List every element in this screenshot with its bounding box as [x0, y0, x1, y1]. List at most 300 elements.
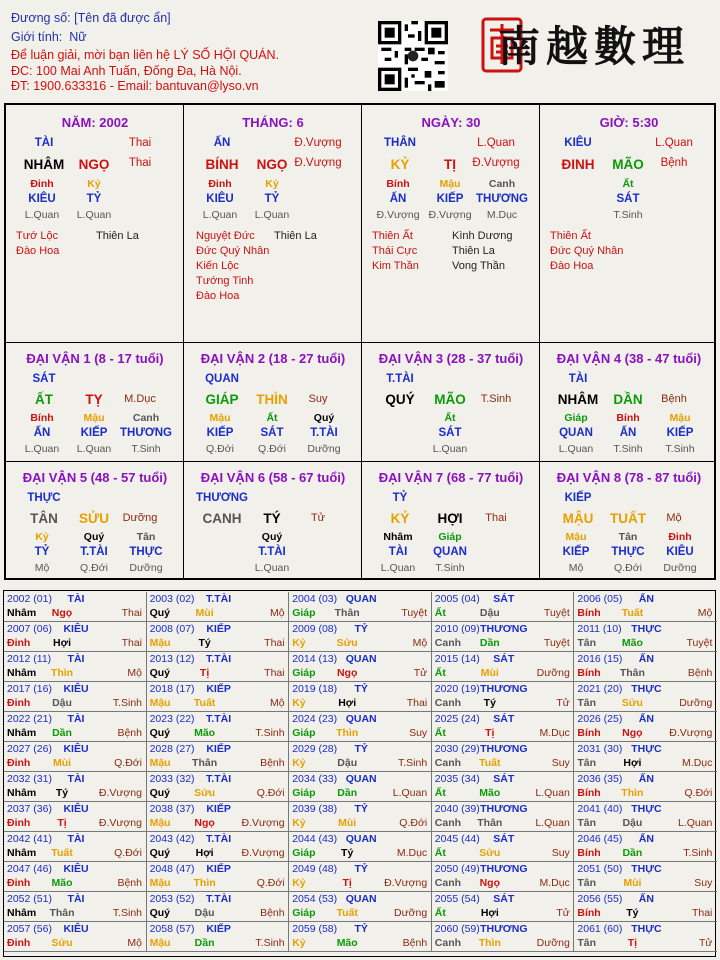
year-phase: Bệnh: [687, 667, 713, 679]
year-cell: [289, 892, 432, 922]
year-label: 2023 (22): [149, 713, 195, 725]
pillar-stem: ĐINH: [561, 157, 595, 172]
year-phase: M.Dục: [539, 877, 570, 889]
year-label: 2025 (24): [434, 713, 480, 725]
year-label: 2018 (17): [149, 683, 195, 695]
dai-van-stem: TÂN: [30, 511, 58, 526]
hidden-star: Dưỡng: [663, 562, 697, 574]
year-branch: Dần: [479, 637, 500, 649]
year-god: TÀI: [67, 713, 85, 725]
year-god: THỰC: [631, 743, 662, 755]
year-label: 2042 (41): [7, 833, 52, 845]
year-stem: Mậu: [149, 937, 171, 949]
year-branch: Tuất: [193, 697, 216, 709]
year-branch: Dậu: [52, 697, 72, 709]
special-star: Thiên La: [96, 230, 139, 242]
year-branch: Thân: [334, 607, 360, 619]
year-phase: M.Dục: [682, 757, 713, 769]
year-god: SÁT: [493, 653, 515, 665]
gender-label: Giới tính:: [11, 29, 63, 44]
hidden-god: ẤN: [33, 427, 51, 439]
dai-van-branch: SỬU: [79, 511, 109, 526]
year-branch: Mùi: [623, 877, 642, 889]
dai-van-god: SÁT: [32, 373, 56, 385]
year-phase: Đ.Vượng: [98, 817, 142, 829]
dai-van-branch-star: Thai: [485, 512, 507, 524]
pillar-branch-star: Bệnh: [660, 157, 688, 169]
pillar-top-star: L.Quan: [655, 137, 693, 149]
year-stem: Đinh: [7, 817, 31, 829]
dai-van-title: ĐẠI VẬN 1 (8 - 17 tuổi): [26, 351, 164, 366]
year-god: THƯƠNG: [480, 683, 528, 695]
hidden-god: T.TÀI: [80, 546, 108, 558]
year-god: T.TÀI: [206, 773, 232, 785]
year-cell: [574, 652, 717, 682]
year-branch: Ngọ: [336, 667, 358, 679]
year-cell: [147, 892, 290, 922]
year-stem: Bính: [577, 907, 601, 919]
year-label: 2027 (26): [7, 743, 52, 755]
year-label: 2060 (59): [434, 923, 480, 935]
year-god: THƯƠNG: [480, 623, 528, 635]
dai-van-god: THỰC: [27, 492, 61, 504]
dai-van-title: ĐẠI VẬN 6 (58 - 67 tuổi): [200, 470, 346, 485]
pillar-branch-star: Đ.Vượng: [472, 157, 520, 169]
special-star: Đức Quý Nhân: [196, 245, 270, 257]
year-label: 2045 (44): [434, 833, 480, 845]
year-cell: [4, 652, 147, 682]
year-god: KIẾP: [206, 623, 231, 635]
year-label: 2024 (23): [292, 713, 338, 725]
dai-van-stem: ẤT: [35, 392, 53, 407]
hidden-stem: Giáp: [438, 531, 462, 543]
year-phase: Bệnh: [260, 907, 285, 919]
year-label: 2038 (37): [149, 803, 195, 815]
year-branch: Sửu: [479, 847, 501, 859]
pillar-branch-star: Thai: [128, 157, 152, 169]
year-branch: Tý: [341, 847, 354, 859]
year-phase: Thai: [121, 607, 142, 619]
year-phase: Suy: [551, 757, 570, 769]
year-phase: Q.Đới: [684, 787, 713, 799]
hidden-star: L.Quan: [76, 443, 112, 455]
year-stem: Canh: [434, 637, 462, 649]
hidden-stem: Tân: [136, 531, 156, 543]
year-god: KIÊU: [63, 743, 89, 755]
year-phase: L.Quan: [677, 817, 713, 829]
year-cell: [289, 922, 432, 952]
year-cell: [4, 832, 147, 862]
year-phase: Đ.Vượng: [241, 817, 285, 829]
year-cell: [147, 862, 290, 892]
dai-van-title: ĐẠI VẬN 8 (78 - 87 tuổi): [556, 470, 702, 485]
hidden-star: Đ.Vượng: [376, 209, 420, 221]
dai-van-title: ĐẠI VẬN 2 (18 - 27 tuổi): [200, 351, 346, 366]
year-branch: Ngọ: [194, 817, 215, 829]
year-label: 2019 (18): [292, 683, 338, 695]
year-branch: Thìn: [621, 787, 644, 799]
dai-van-title: ĐẠI VẬN 4 (38 - 47 tuổi): [556, 351, 702, 366]
chart-grid: [4, 103, 716, 580]
year-stem: Ất: [434, 607, 446, 619]
year-phase: Tuyệt: [543, 637, 570, 649]
special-star: Kiến Lộc: [196, 260, 239, 272]
year-label: 2029 (28): [292, 743, 338, 755]
year-god: TÀI: [67, 833, 85, 845]
year-phase: Đ.Vượng: [669, 727, 713, 739]
hidden-stem: Bính: [386, 178, 410, 190]
year-branch: Dần: [52, 727, 72, 739]
year-label: 2046 (45): [577, 833, 623, 845]
year-cell: [432, 742, 575, 772]
hidden-god: TỶ: [264, 193, 280, 205]
year-branch: Thân: [477, 817, 503, 829]
hidden-stem: Quý: [83, 531, 105, 543]
year-label: 2051 (50): [577, 863, 623, 875]
year-cell: [289, 742, 432, 772]
year-cell: [4, 682, 147, 712]
year-stem: Giáp: [292, 907, 316, 919]
year-branch: Thân: [192, 757, 218, 769]
year-label: 2009 (08): [292, 623, 338, 635]
pillar-top-star: L.Quan: [477, 137, 515, 149]
year-cell: [289, 862, 432, 892]
hidden-stem: Kỷ: [87, 178, 101, 190]
hidden-star: Mộ: [568, 562, 584, 574]
year-stem: Mậu: [149, 757, 171, 769]
year-phase: Q.Đới: [114, 757, 142, 769]
pillar-top-god: TÀI: [34, 137, 54, 149]
year-god: THƯƠNG: [480, 923, 528, 935]
year-cell: [289, 592, 432, 622]
year-branch: Mão: [194, 727, 216, 739]
hidden-stem: Nhâm: [383, 531, 413, 543]
year-god: ẤN: [638, 653, 654, 665]
special-star: Đào Hoa: [16, 245, 60, 257]
year-branch: Thìn: [50, 667, 74, 679]
year-stem: Giáp: [292, 607, 316, 619]
pillar-branch: TỊ: [444, 157, 456, 172]
year-stem: Ất: [434, 727, 446, 739]
dai-van-branch-star: Tử: [310, 512, 326, 524]
year-cell: [432, 622, 575, 652]
year-label: 2033 (32): [149, 773, 195, 785]
hidden-star: L.Quan: [76, 209, 112, 221]
year-god: QUAN: [345, 773, 377, 785]
year-stem: Giáp: [292, 787, 316, 799]
year-branch: Tý: [483, 697, 496, 709]
pillar-top-star: Đ.Vượng: [294, 137, 342, 149]
year-branch: Ngọ: [622, 727, 643, 739]
dai-van-god: THƯƠNG: [196, 492, 248, 504]
year-branch: Hợi: [53, 637, 71, 649]
year-phase: Dưỡng: [679, 697, 713, 709]
pillar-branch: NGỌ: [78, 157, 110, 172]
year-stem: Canh: [434, 937, 462, 949]
year-label: 2053 (52): [149, 893, 195, 905]
dai-van-god: TÀI: [568, 373, 588, 385]
year-god: SÁT: [493, 593, 515, 605]
year-branch: Mùi: [52, 757, 72, 769]
year-branch: Mão: [336, 937, 358, 949]
year-label: 2044 (43): [292, 833, 338, 845]
year-phase: Q.Đới: [256, 877, 285, 889]
hidden-star: L.Quan: [24, 443, 60, 455]
year-branch: Mùi: [480, 667, 499, 679]
hidden-god: TÀI: [388, 546, 408, 558]
phone-email-line: ĐT: 1900.633316 - Email: bantuvan@lyso.vn: [11, 79, 259, 93]
year-label: 2028 (27): [149, 743, 195, 755]
year-god: TÀI: [67, 593, 85, 605]
year-phase: T.Sinh: [112, 697, 142, 709]
hidden-star: T.Sinh: [665, 443, 695, 455]
year-stem: Canh: [434, 697, 462, 709]
year-branch: Ngọ: [479, 877, 501, 889]
year-stem: Đinh: [7, 937, 31, 949]
year-stem: Ất: [434, 787, 446, 799]
year-phase: Bệnh: [402, 937, 428, 949]
logo: [478, 12, 718, 78]
year-branch: Thìn: [478, 937, 501, 949]
year-cell: [147, 742, 290, 772]
year-cell: [289, 802, 432, 832]
year-label: 2008 (07): [149, 623, 195, 635]
year-god: KIẾP: [206, 803, 231, 815]
year-stem: Bính: [577, 787, 601, 799]
dai-van-god: KIẾP: [564, 492, 592, 504]
year-phase: Tử: [413, 667, 428, 679]
dai-van-8: [540, 462, 716, 580]
pillar-branch: NGỌ: [256, 157, 288, 172]
hidden-god: SÁT: [438, 427, 462, 439]
year-cell: [574, 922, 717, 952]
year-cell: [574, 712, 717, 742]
year-god: THỰC: [631, 923, 662, 935]
year-cell: [289, 832, 432, 862]
year-god: KIÊU: [63, 803, 89, 815]
year-branch: Dậu: [194, 907, 215, 919]
dai-van-branch: HỢI: [437, 511, 463, 526]
dai-van-branch-star: T.Sinh: [480, 393, 512, 405]
year-phase: Tử: [556, 697, 570, 709]
hidden-stem: Kỷ: [265, 178, 279, 190]
year-label: 2016 (15): [577, 653, 623, 665]
year-phase: Q.Đới: [114, 847, 142, 859]
dai-van-7: [362, 462, 540, 580]
year-stem: Kỷ: [292, 877, 306, 889]
year-god: TỶ: [354, 863, 368, 875]
year-stem: Ất: [434, 907, 446, 919]
year-god: TỶ: [354, 803, 368, 815]
year-cell: [432, 592, 575, 622]
special-star: Đào Hoa: [550, 260, 594, 272]
hidden-god: KIẾP: [666, 427, 694, 439]
year-cell: [432, 802, 575, 832]
year-label: 2052 (51): [7, 893, 52, 905]
hidden-god: KIẾP: [206, 427, 234, 439]
pillar-top-god: ẤN: [213, 137, 231, 149]
year-cell: [432, 772, 575, 802]
year-phase: T.Sinh: [398, 757, 428, 769]
year-stem: Quý: [149, 607, 171, 619]
hidden-stem: Đinh: [668, 531, 692, 543]
year-stem: Nhâm: [7, 667, 37, 679]
year-cell: [289, 622, 432, 652]
year-cell: [574, 802, 717, 832]
year-phase: Tử: [556, 907, 570, 919]
special-star: Kim Thần: [372, 260, 419, 272]
year-stem: Giáp: [292, 667, 316, 679]
hidden-star: T.Sinh: [435, 562, 465, 574]
special-star: Đào Hoa: [196, 290, 240, 302]
hidden-stem: Mậu: [565, 531, 587, 543]
dai-van-branch: DẦN: [613, 392, 643, 407]
dai-van-title: ĐẠI VẬN 3 (28 - 37 tuổi): [378, 351, 524, 366]
hidden-stem: Giáp: [564, 412, 588, 424]
year-stem: Kỷ: [292, 697, 306, 709]
year-cell: [574, 832, 717, 862]
year-cell: [432, 682, 575, 712]
year-branch: Mão: [51, 877, 73, 889]
year-branch: Hợi: [195, 847, 214, 859]
hidden-star: T.Sinh: [131, 443, 161, 455]
year-phase: Suy: [694, 877, 713, 889]
year-branch: Hợi: [480, 907, 499, 919]
year-stem: Quý: [149, 667, 171, 679]
hidden-stem: Canh: [132, 412, 160, 424]
hidden-star: Đ.Vượng: [428, 209, 472, 221]
year-branch: Thìn: [193, 877, 216, 889]
hidden-god: ẤN: [619, 427, 637, 439]
year-stem: Mậu: [149, 817, 171, 829]
year-cell: [147, 682, 290, 712]
dai-van-branch: THÌN: [256, 392, 288, 407]
special-star: Tướng Tinh: [196, 275, 254, 287]
year-stem: Giáp: [292, 847, 316, 859]
year-phase: Tuyệt: [543, 607, 570, 619]
year-branch: Mão: [621, 637, 643, 649]
hidden-star: T.Sinh: [613, 443, 643, 455]
hidden-stem: Quý: [313, 412, 335, 424]
year-god: ẤN: [638, 833, 654, 845]
year-stem: Canh: [434, 877, 462, 889]
hidden-god: KIẾP: [436, 193, 464, 205]
year-god: TÀI: [67, 773, 85, 785]
year-label: 2061 (60): [577, 923, 623, 935]
year-branch: Tuất: [336, 907, 358, 919]
year-cell: [574, 892, 717, 922]
year-branch: Sửu: [336, 637, 358, 649]
year-stem: Bính: [577, 667, 601, 679]
dai-van-6: [184, 462, 362, 580]
year-god: TỶ: [354, 923, 368, 935]
year-cell: [432, 652, 575, 682]
hidden-god: SÁT: [260, 427, 284, 439]
hidden-god: TỶ: [86, 193, 102, 205]
dai-van-branch-star: Mộ: [666, 512, 682, 524]
year-stem: Giáp: [292, 727, 316, 739]
pillar-1: [184, 105, 362, 343]
hidden-stem: Mậu: [83, 412, 105, 424]
year-branch: Dần: [337, 787, 358, 799]
year-god: TỶ: [354, 743, 368, 755]
year-branch: Hợi: [338, 697, 357, 709]
hidden-stem: Bính: [616, 412, 640, 424]
year-branch: Tý: [55, 787, 69, 799]
hidden-star: L.Quan: [432, 443, 468, 455]
year-phase: Thai: [406, 697, 428, 709]
hidden-god: KIẾP: [562, 546, 590, 558]
year-stem: Mậu: [149, 697, 171, 709]
year-branch: Tị: [342, 877, 352, 889]
special-star: Kình Dương: [452, 230, 513, 242]
pillar-top-god: THÂN: [384, 137, 416, 149]
year-stem: Nhâm: [7, 607, 37, 619]
year-cell: [289, 682, 432, 712]
year-branch: Tị: [57, 817, 67, 829]
year-branch: Ngọ: [51, 607, 73, 619]
dai-van-god: TỶ: [392, 492, 408, 504]
year-stem: Quý: [149, 907, 171, 919]
year-branch: Tuất: [479, 757, 501, 769]
pillar-2: [362, 105, 540, 343]
dai-van-4: [540, 343, 716, 462]
year-god: KIÊU: [63, 683, 89, 695]
dai-van-stem: QUÝ: [385, 392, 415, 407]
year-branch: Dậu: [622, 817, 643, 829]
pillar-title: GIỜ: 5:30: [599, 115, 659, 130]
year-branch: Thân: [619, 667, 645, 679]
year-god: ẤN: [638, 893, 654, 905]
year-cell: [432, 712, 575, 742]
year-god: THỰC: [631, 683, 662, 695]
year-god: T.TÀI: [206, 833, 232, 845]
year-label: 2020 (19): [434, 683, 480, 695]
year-stem: Tân: [577, 877, 597, 889]
year-branch: Dậu: [479, 607, 500, 619]
year-stem: Đinh: [7, 697, 31, 709]
pillar-branch: MÃO: [612, 157, 644, 172]
year-branch: Thân: [49, 907, 75, 919]
year-phase: Tuyệt: [686, 637, 713, 649]
year-branch: Dần: [194, 937, 215, 949]
year-label: 2013 (12): [149, 653, 195, 665]
year-branch: Sửu: [194, 787, 216, 799]
year-label: 2041 (40): [577, 803, 623, 815]
year-stem: Mậu: [149, 877, 171, 889]
year-label: 2005 (04): [434, 593, 480, 605]
year-phase: Thai: [691, 907, 713, 919]
year-cell: [574, 862, 717, 892]
year-cell: [432, 892, 575, 922]
hidden-star: L.Quan: [380, 562, 416, 574]
year-label: 2021 (20): [577, 683, 623, 695]
dai-van-branch-star: Dưỡng: [122, 512, 158, 524]
year-god: TÀI: [67, 893, 85, 905]
year-branch: Sửu: [51, 937, 73, 949]
year-label: 2059 (58): [292, 923, 338, 935]
pillar-top-god: KIÊU: [564, 137, 592, 149]
year-cell: [574, 592, 717, 622]
year-god: THƯƠNG: [480, 863, 528, 875]
hidden-star: Q.Đới: [258, 443, 286, 455]
year-god: TÀI: [67, 653, 85, 665]
year-stem: Canh: [434, 757, 462, 769]
year-label: 2014 (13): [292, 653, 338, 665]
year-phase: Suy: [409, 727, 428, 739]
hidden-star: Q.Đới: [614, 562, 642, 574]
special-star: Thiên Ất: [550, 230, 591, 242]
